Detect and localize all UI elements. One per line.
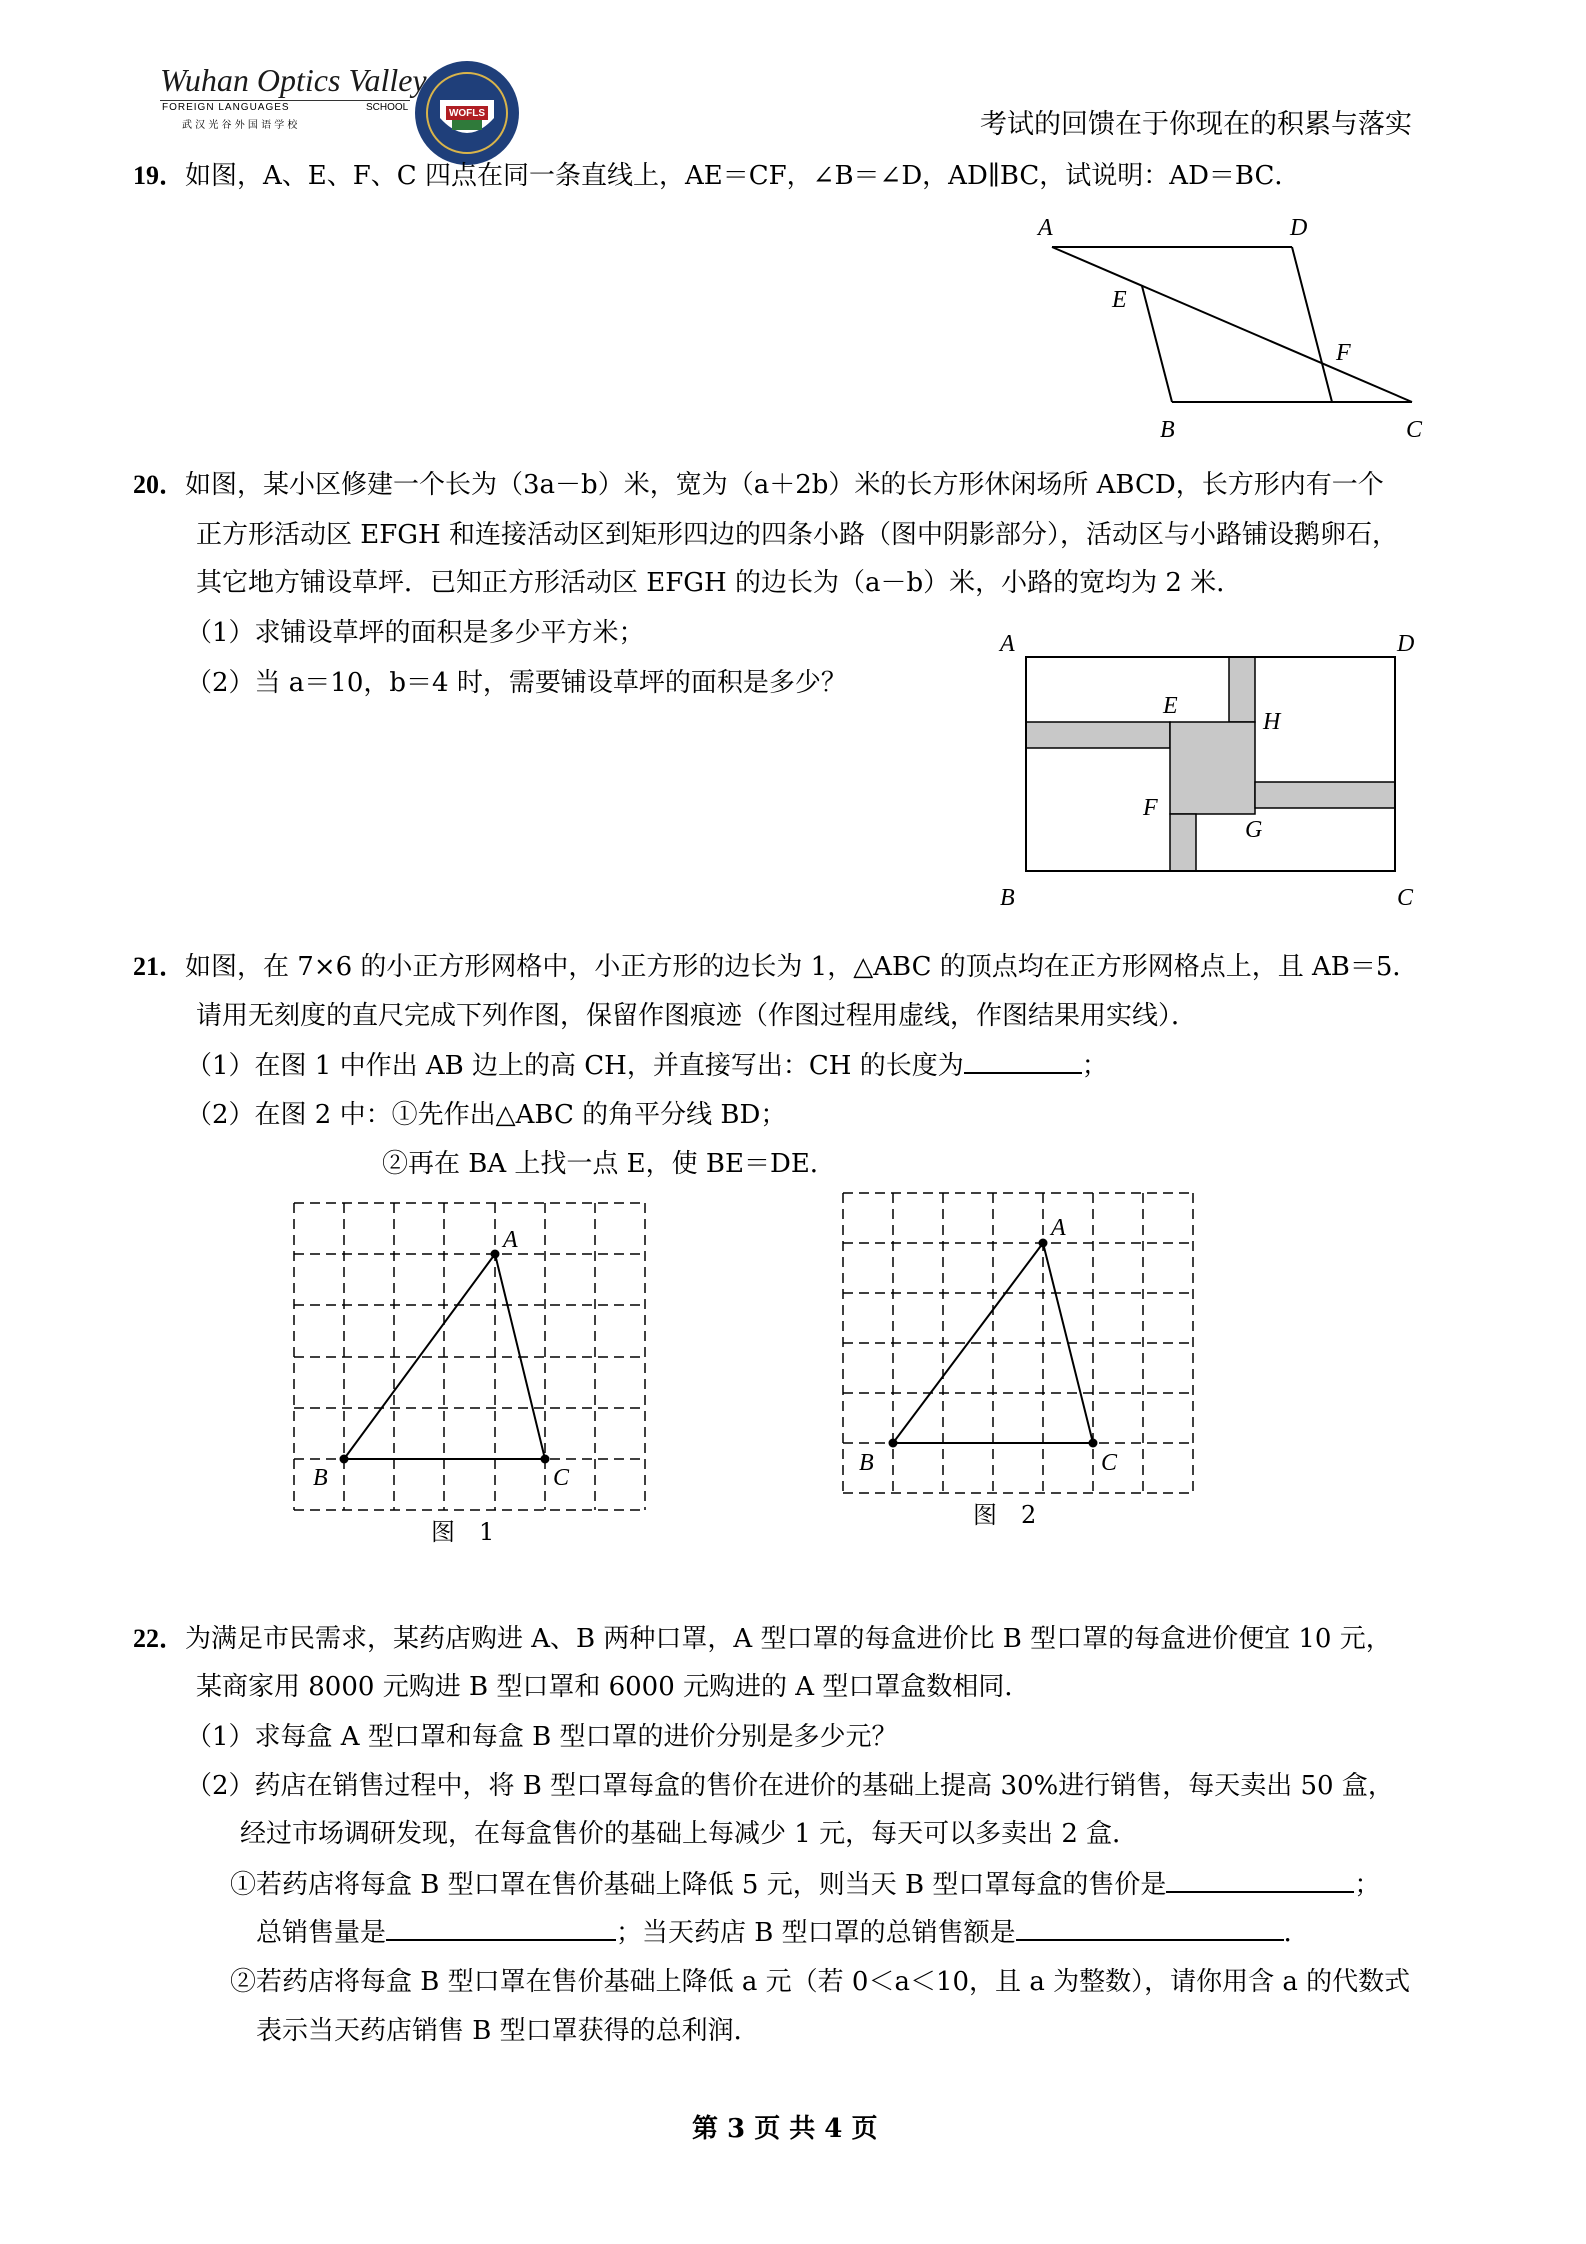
sub-text: 总销售量是 [256,1918,387,1948]
label-e: E [1163,693,1178,719]
label-d: D [1397,631,1415,657]
question-21-sub2: （2）在图 2 中：①先作出△ABC 的角平分线 BD； [186,1100,787,1130]
question-text: 如图，A、E、F、C 四点在同一条直线上，AE＝CF，∠B＝∠D，AD∥BC，试说明：AD＝BC． [185,161,1301,191]
label-c: C [1101,1450,1118,1476]
question-21-line2: 请用无刻度的直尺完成下列作图，保留作图痕迹（作图过程用虚线，作图结果用实线）． [196,1001,1198,1031]
question-22-sub2a: （2）药店在销售过程中，将 B 型口罩每盒的售价在进价的基础上提高 30%进行销售，每天卖出 50 盒， [186,1771,1394,1801]
question-20-sub1: （1）求铺设草坪的面积是多少平方米； [186,618,645,648]
answer-blank-ch[interactable] [964,1046,1082,1074]
figure-caption-2: 图 2 [973,1501,1037,1529]
school-sub-left: FOREIGN LANGUAGES [162,102,290,113]
label-f: F [1143,795,1158,821]
label-c: C [553,1465,570,1491]
vertex-c [1089,1439,1098,1448]
vertex-a [491,1250,500,1259]
sub-end: ； [1354,1870,1381,1900]
question-22-c1a [230,1865,1380,1904]
figure-q20 [995,625,1435,915]
sub-end: ． [1283,1918,1310,1948]
question-number: 19． [133,161,186,190]
question-20-line2: 正方形活动区 EFGH 和连接活动区到矩形四边的四条小路（图中阴影部分），活动区与小路铺设鹅卵石， [196,520,1398,550]
question-20-sub2: （2）当 a＝10，b＝4 时，需要铺设草坪的面积是多少？ [186,668,847,698]
label-c: C [1406,417,1423,443]
label-f: F [1336,340,1351,366]
figure-q21-1 [285,1195,670,1545]
figure-q21-2 [835,1185,1210,1535]
label-h: H [1263,709,1281,735]
label-g: G [1245,817,1263,843]
question-22-line2: 某商家用 8000 元购进 B 型口罩和 6000 元购进的 A 型口罩盒数相同． [196,1672,1031,1702]
question-20-line3: 其它地方铺设草坪．已知正方形活动区 EFGH 的边长为（a－b）米，小路的宽均为 2 米． [196,568,1243,598]
question-line: 为满足市民需求，某药店购进 A、B 两种口罩，A 型口罩的每盒进价比 B 型口罩的每盒进价便宜 10 元， [185,1624,1392,1654]
school-cn-name: 武 汉 光 谷 外 国 语 学 校 [182,120,298,131]
question-number: 22． [133,1624,186,1653]
vertex-c [541,1455,550,1464]
page-footer: 第 3 页 共 4 页 [692,2114,878,2144]
label-e: E [1112,287,1127,313]
vertex-b [889,1439,898,1448]
label-b: B [1000,885,1015,911]
sub-text: ；当天药店 B 型口罩的总销售额是 [616,1918,1016,1948]
answer-blank-sales[interactable] [1016,1913,1284,1941]
school-sub-right: SCHOOL [366,102,409,113]
sub-text: （1）在图 1 中作出 AB 边上的高 CH，并直接写出：CH 的长度为 [186,1051,964,1081]
label-b: B [1160,417,1175,443]
question-22 [133,1620,1392,1658]
answer-blank-price[interactable] [1166,1865,1354,1893]
label-d: D [1290,215,1308,241]
question-21-sub1 [186,1046,1108,1085]
question-22-sub1: （1）求每盒 A 型口罩和每盒 B 型口罩的进价分别是多少元？ [186,1722,898,1752]
question-22-sub2b: 经过市场调研发现，在每盒售价的基础上每减少 1 元，每天可以多卖出 2 盒． [240,1819,1139,1849]
label-b: B [313,1465,328,1491]
label-a: A [503,1227,518,1253]
question-line: 如图，在 7×6 的小正方形网格中，小正方形的边长为 1，△ABC 的顶点均在正方形网格点上，且 AB＝5． [185,952,1419,982]
header-motto: 考试的回馈在于你现在的积累与落实 [980,109,1412,140]
question-number: 20． [133,470,186,499]
label-a: A [1038,215,1053,241]
badge-text: WOFLS [448,108,486,119]
school-name: Wuhan Optics Valley [160,62,427,98]
vertex-a [1039,1239,1048,1248]
question-21 [133,948,1418,986]
grid-lines [294,1203,645,1510]
school-badge-icon [412,58,522,168]
label-c: C [1397,885,1414,911]
question-20 [133,466,1384,504]
question-line: 如图，某小区修建一个长为（3a－b）米，宽为（a＋2b）米的长方形休闲场所 ABCD，长方形内有一个 [185,470,1384,500]
question-19 [133,157,1300,195]
label-a: A [1000,631,1015,657]
sub-end: ； [1081,1051,1108,1081]
question-22-c2a: ②若药店将每盒 B 型口罩在售价基础上降低 a 元（若 0＜a＜10，且 a 为整数），请你用含 a 的代数式 [230,1967,1411,1997]
question-number: 21． [133,952,186,981]
label-a: A [1051,1215,1066,1241]
label-b: B [859,1450,874,1476]
school-name-underline [160,100,410,101]
school-logo [160,58,530,168]
question-22-c2b: 表示当天药店销售 B 型口罩获得的总利润． [256,2016,760,2046]
answer-blank-volume[interactable] [386,1913,616,1941]
sub-text: ①若药店将每盒 B 型口罩在售价基础上降低 5 元，则当天 B 型口罩每盒的售价是 [230,1870,1167,1900]
question-22-c1b [256,1913,1310,1952]
figure-q19 [1030,205,1450,445]
grid-lines [843,1193,1193,1493]
question-21-sub2b: ②再在 BA 上找一点 E，使 BE＝DE． [382,1149,836,1179]
vertex-b [340,1455,349,1464]
figure-caption-1: 图 1 [431,1518,495,1545]
